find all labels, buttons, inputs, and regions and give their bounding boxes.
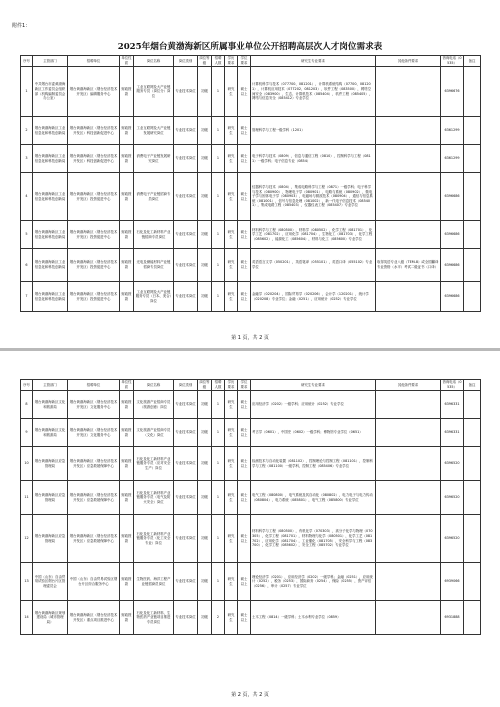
table-cell: 财政拨款: [120, 391, 134, 419]
table-cell: 财政拨款: [120, 515, 134, 563]
table-cell: 硕士以上: [238, 145, 251, 173]
table-cell: 6396520: [441, 481, 464, 515]
table-cell: 硕士以上: [238, 563, 251, 601]
table-cell: 硕士以上: [238, 447, 251, 481]
column-header: 其他条件要求: [376, 380, 441, 391]
table-row: [21, 173, 481, 221]
table-cell: 1: [212, 173, 225, 221]
column-header: 序号: [21, 56, 33, 67]
table-row: [21, 67, 481, 117]
column-header: 咨询电话（0535）: [442, 380, 462, 389]
table-cell: 1: [212, 447, 225, 481]
column-header: 招聘单位: [68, 56, 120, 67]
table-cell: 硕士以上: [238, 173, 251, 221]
table-cell: 1: [212, 221, 225, 249]
table-cell: 英语语言文学（050201），英语笔译（055101），英语口译（055102）专业学位: [251, 249, 376, 282]
table-cell: [464, 391, 481, 419]
table-cell: 烟台黄渤海新区（烟台经济技术开发区）重点项目推进中心: [68, 601, 120, 635]
table-cell: 石化及化工新材料产业链服务专员（化工安全专业）岗位: [134, 515, 174, 563]
table-cell: 专业技术岗位: [174, 563, 198, 601]
table-cell: 金融学（020204），国际贸易学（020206），会计学（120201），统计学（020208）专业学位；金融（0251），应用统计（0252）专业学位: [251, 282, 376, 312]
table-cell: 5: [21, 221, 33, 249]
table-row: [21, 221, 481, 249]
table-cell: 工业互联网及大产业链服务专员（日本、美合）岗位: [134, 282, 174, 312]
positions-table-page-2: [20, 379, 481, 635]
table-cell: 财政拨款: [120, 447, 134, 481]
column-header: 岗位等级: [199, 380, 210, 389]
table-cell: 1: [212, 481, 225, 515]
table-cell: 专业技术岗位: [174, 515, 198, 563]
document-page-2: [0, 351, 500, 707]
column-header: 招聘单位: [68, 380, 120, 391]
table-cell: 管理科学与工程一级学科（1201）: [251, 117, 376, 145]
table-row: [21, 391, 481, 419]
table-cell: [464, 173, 481, 221]
table-cell: 初级: [198, 173, 212, 221]
table-cell: 研究生: [225, 173, 238, 221]
table-cell: 财政拨款: [120, 117, 134, 145]
table-cell: 财政拨款: [120, 249, 134, 282]
table-cell: 专业技术岗位: [174, 221, 198, 249]
table-cell: 初级: [198, 391, 212, 419]
table-cell: [376, 515, 441, 563]
table-cell: 烟台黄渤海新区（烟台经济技术开发区）科技创新促进中心: [68, 117, 120, 145]
table-cell: 硕士以上: [238, 67, 251, 117]
table-cell: 硕士以上: [238, 515, 251, 563]
table-cell: 检测技术与自动化装置（081102），控制理论与控制工程（081101），控制科学与工程（081100）一级学科，控制工程（085406）专业学位: [251, 447, 376, 481]
table-cell: 1: [212, 282, 225, 312]
table-cell: 初级: [198, 419, 212, 447]
table-cell: 专业技术岗位: [174, 173, 198, 221]
column-header: 岗位名称: [134, 56, 174, 67]
table-cell: 电子科学与技术（0809），信息与通信工程（0810），控制科学与工程（0811）一级学科；电子信息专业（0854）: [251, 145, 376, 173]
table-cell: 初级: [198, 601, 212, 635]
table-row: [21, 481, 481, 515]
table-cell: 2: [212, 601, 225, 635]
table-cell: 4: [21, 173, 33, 221]
column-header: 序号: [21, 380, 33, 391]
column-header: 岗位类别: [174, 380, 198, 391]
table-cell: 财政拨款: [120, 221, 134, 249]
table-row: [21, 117, 481, 145]
table-cell: 文化旅游产业招商专员（文化）岗位: [134, 419, 174, 447]
table-cell: 专业技术岗位: [174, 249, 198, 282]
table-cell: 初级: [198, 563, 212, 601]
table-cell: [464, 563, 481, 601]
table-cell: 中国（山东）自由贸易试验区烟台片区综合服务中心: [68, 563, 120, 601]
table-cell: 烟台黄渤海新区规划建设局（城市管理局）: [33, 601, 68, 635]
column-header: 岗位类别: [174, 56, 198, 67]
column-header: 招聘人数: [212, 56, 225, 67]
column-header: 单位性质: [121, 56, 132, 65]
table-cell: 工业互联网及大产业链发展研究岗位: [134, 117, 174, 145]
table-cell: 专业技术岗位: [174, 447, 198, 481]
table-cell: 6396331: [441, 419, 464, 447]
table-cell: 6396686: [441, 173, 464, 221]
column-header: 学历要求: [225, 380, 238, 391]
table-cell: 烟台黄渤海新区应急管理局: [33, 481, 68, 515]
table-cell: 烟台黄渤海新区（烟台经济技术开发区）投资促进中心: [68, 249, 120, 282]
column-header: 主管部门: [33, 56, 68, 67]
table-cell: 硕士以上: [238, 481, 251, 515]
table-cell: [376, 481, 441, 515]
column-header: 其他条件要求: [376, 56, 441, 67]
table-cell: 6396686: [441, 221, 464, 249]
table-cell: 初级: [198, 447, 212, 481]
table-cell: 专业技术岗位: [174, 481, 198, 515]
table-row: [21, 563, 481, 601]
table-cell: 财政拨款: [120, 481, 134, 515]
table-cell: 6361299: [441, 145, 464, 173]
table-cell: 烟台黄渤海新区应急管理局: [33, 447, 68, 481]
column-header: 主管部门: [33, 380, 68, 391]
table-cell: 初级: [198, 67, 212, 117]
table-cell: 烟台黄渤海新区（烟台经济技术开发区）投资促进中心: [68, 173, 120, 221]
column-header: 岗位等级: [199, 56, 210, 65]
column-header: 研究生专业要求: [251, 380, 376, 391]
positions-table-page-1: [20, 55, 481, 312]
table-cell: 10: [21, 447, 33, 481]
column-header: 备注: [464, 380, 481, 391]
column-header: 招聘人数: [212, 380, 225, 391]
table-cell: 财政拨款: [120, 419, 134, 447]
table-cell: [464, 515, 481, 563]
table-row: [21, 419, 481, 447]
table-cell: 烟台黄渤海新区应急管理局: [33, 515, 68, 563]
table-cell: [376, 117, 441, 145]
table-cell: 硕士以上: [238, 419, 251, 447]
column-header: 单位性质: [121, 380, 132, 389]
table-cell: 1: [212, 67, 225, 117]
table-cell: 烟台黄渤海新区（烟台经济技术开发区）科技创新促进中心: [68, 145, 120, 173]
table-cell: [376, 601, 441, 635]
table-cell: [376, 447, 441, 481]
table-cell: [464, 221, 481, 249]
table-cell: 研究生: [225, 249, 238, 282]
table-cell: 取得英语专业八级（TEM-8）或全国翻译专业资格（水平）考试二级证书（口译）: [376, 249, 441, 282]
table-cell: 研究生: [225, 221, 238, 249]
table-cell: 2: [21, 117, 33, 145]
table-header-row: [21, 56, 481, 67]
table-cell: 烟台黄渤海新区（烟台经济技术开发区）文化服务中心: [68, 391, 120, 419]
table-cell: 电气工程（080800），电气系统及其自动化（080802），电力电子与电力传动（080804），电力系统（085801），电气工程（085800）专业学位: [251, 481, 376, 515]
table-cell: [464, 249, 481, 282]
table-cell: 6396331: [441, 391, 464, 419]
table-row: [21, 447, 481, 481]
table-cell: 6396520: [441, 515, 464, 563]
table-cell: 烟台黄渤海新区工业信息化和科技创新局: [33, 117, 68, 145]
table-cell: 财政拨款: [120, 282, 134, 312]
table-cell: 烟台黄渤海新区文化和旅游局: [33, 391, 68, 419]
table-cell: 7: [21, 282, 33, 312]
column-header: 学历要求: [225, 56, 238, 67]
table-cell: 财政拨款: [120, 173, 134, 221]
table-cell: [464, 67, 481, 117]
table-cell: 6361299: [441, 117, 464, 145]
table-cell: 6396686: [441, 249, 464, 282]
table-cell: 初级: [198, 145, 212, 173]
table-cell: 财政拨款: [120, 145, 134, 173]
table-cell: 烟台黄渤海新区工业信息化和科技创新局: [33, 145, 68, 173]
table-cell: 1: [212, 563, 225, 601]
table-cell: 1: [212, 515, 225, 563]
table-cell: 11: [21, 481, 33, 515]
table-cell: [464, 117, 481, 145]
column-header: 研究生专业要求: [251, 56, 376, 67]
page-footer: 第 1 页，共 2 页: [231, 335, 269, 341]
table-cell: 烟台黄渤海新区工业信息化和科技创新局: [33, 221, 68, 249]
column-header: 咨询电话（0535）: [442, 56, 462, 65]
document-title: 2025年烟台黄渤海新区所属事业单位公开招聘高层次人才岗位需求表: [117, 42, 383, 52]
table-cell: 研究生: [225, 601, 238, 635]
page-footer: 第 2 页，共 2 页: [231, 692, 269, 698]
table-cell: 1: [212, 117, 225, 145]
table-row: [21, 145, 481, 173]
table-cell: 硕士以上: [238, 249, 251, 282]
table-cell: 文化旅游产业招商专员（旅游创意）岗位: [134, 391, 174, 419]
table-cell: 专业技术岗位: [174, 145, 198, 173]
table-cell: 专业技术岗位: [174, 282, 198, 312]
table-cell: 13: [21, 563, 33, 601]
table-cell: 硕士以上: [238, 117, 251, 145]
table-cell: 6396686: [441, 282, 464, 312]
column-header: 岗位名称: [134, 380, 174, 391]
table-cell: [464, 282, 481, 312]
table-row: [21, 601, 481, 635]
table-cell: 6396676: [441, 67, 464, 117]
table-cell: 1: [212, 145, 225, 173]
table-cell: 烟台黄渤海新区工业信息化和科技创新局: [33, 282, 68, 312]
table-cell: 3: [21, 145, 33, 173]
table-cell: 消费电子产业链招商专员岗位: [134, 173, 174, 221]
table-cell: 烟台黄渤海新区文化和旅游局: [33, 419, 68, 447]
table-cell: [376, 419, 441, 447]
table-cell: 生物医药、海洋工程产业链招商员岗位: [134, 563, 174, 601]
table-row: [21, 515, 481, 563]
table-cell: 光电及储能材料产业链招商专员岗位: [134, 249, 174, 282]
table-cell: 土木工程（0814）一级学科；土木水利专业学位（0859）: [251, 601, 376, 635]
table-cell: 8: [21, 391, 33, 419]
table-cell: 考古学（0601），中国史（0602）一级学科；博物馆专业学位（0651）: [251, 419, 376, 447]
table-cell: 财政拨款: [120, 67, 134, 117]
table-cell: 研究生: [225, 391, 238, 419]
table-cell: 计算机科学与技术（077700、081201），计算机系统结构（07700、081201），计算机应用技术（077202、081203），软件工程（083500），网络空间安全（083900），生态、计算机技术（085404），软件工程（085405），网络与信息安全（085412）专业学位: [251, 67, 376, 117]
table-cell: 1: [212, 249, 225, 282]
table-cell: 1: [21, 67, 33, 117]
table-cell: [464, 447, 481, 481]
table-cell: 仪器科学与技术（0804），集成电路科学与工程（0871）一级学科；电子科学与技术（080900），物理电子学（080901），电路与系统（080902），微电子学与固体电子学（080903），电磁场与微波技术（080904），通信与信息系统（081001），信号与信息处理（081002），新一代电子信息技术（085401），集成电路工程（085403），仪器仪表工程（085407）专业学位: [251, 173, 376, 221]
table-cell: 烟台黄渤海新区（烟台经济技术开发区）应急救援保障中心: [68, 447, 120, 481]
table-cell: 烟台黄渤海新区（烟台经济技术开发区）应急救援保障中心: [68, 481, 120, 515]
table-cell: [376, 563, 441, 601]
table-cell: [376, 145, 441, 173]
table-cell: 12: [21, 515, 33, 563]
table-cell: 应用经济学（0202）一级学科；应用统计（0252）专业学位: [251, 391, 376, 419]
table-row: [21, 282, 481, 312]
table-cell: 研究生: [225, 563, 238, 601]
table-cell: 石化及化工新材料、生物医药产业链项目推进专员岗位: [134, 601, 174, 635]
table-cell: 中共烟台市委黄渤海新区工作委员会组织部（机构编制委员会办公室）: [33, 67, 68, 117]
table-cell: [464, 145, 481, 173]
table-cell: 烟台黄渤海新区（烟台经济技术开发区）文化服务中心: [68, 419, 120, 447]
document-page-1: [0, 0, 500, 348]
table-cell: 烟台黄渤海新区（烟台经济技术开发区）应急救援保障中心: [68, 515, 120, 563]
table-cell: 理论经济学（0201），应用经济学（0202）一级学科；金融（0251），应用统计（0252），税务（0253），国际商务（0254），保险（0255），资产评估（0256），审计（0257）专业学位: [251, 563, 376, 601]
table-cell: 初级: [198, 515, 212, 563]
table-cell: [376, 221, 441, 249]
table-cell: 研究生: [225, 447, 238, 481]
table-cell: 专业技术岗位: [174, 391, 198, 419]
table-cell: 财政拨款: [120, 563, 134, 601]
table-cell: 消费电子产业链发展研究岗位: [134, 145, 174, 173]
table-cell: [376, 173, 441, 221]
table-header-row: [21, 380, 481, 391]
attachment-label: 附件1：: [12, 23, 31, 29]
column-header: 学位要求: [238, 380, 251, 391]
table-cell: 材料科学与工程（080500），有机化学（070303），高分子化学与物理（070305），化学工程（081701），材料物理与化学（080501），化学工艺（081702），应用化学（081704），工业催化（081705），安全科学与工程（083700），化学工程（085602），安全工程（085702）专业学位: [251, 515, 376, 563]
table-cell: 6: [21, 249, 33, 282]
table-cell: 石化及化工新材料产业链服务专员（应对安全生产）岗位: [134, 447, 174, 481]
table-cell: 9: [21, 419, 33, 447]
table-cell: 研究生: [225, 481, 238, 515]
table-cell: 石化及化工新材料产业链招商专员岗位: [134, 221, 174, 249]
table-cell: 专业技术岗位: [174, 419, 198, 447]
table-cell: 烟台黄渤海新区工业信息化和科技创新局: [33, 173, 68, 221]
table-cell: 石化及化工新材料产业链服务专员（电气及防火安全）岗位: [134, 481, 174, 515]
table-cell: 研究生: [225, 117, 238, 145]
table-cell: [376, 282, 441, 312]
column-header: 备注: [464, 56, 481, 67]
table-cell: 硕士以上: [238, 282, 251, 312]
table-cell: 硕士以上: [238, 601, 251, 635]
table-cell: [376, 391, 441, 419]
table-cell: 初级: [198, 117, 212, 145]
table-cell: 中国（山东）自由贸易试验区烟台片区管理委员会: [33, 563, 68, 601]
table-cell: 研究生: [225, 515, 238, 563]
table-cell: 6931888: [441, 601, 464, 635]
table-cell: [464, 481, 481, 515]
table-cell: 初级: [198, 282, 212, 312]
table-cell: 烟台黄渤海新区（烟台经济技术开发区）投资促进中心: [68, 221, 120, 249]
table-cell: [464, 601, 481, 635]
table-cell: 1: [212, 419, 225, 447]
table-cell: 材料科学与工程（080500），材料学（080502），化学工程（081701），化学工艺（081702），应用化学（081704），生物化工（081703），化学工程（085602），能源化工（085604），材料与化工（085600）专业学位: [251, 221, 376, 249]
table-cell: 1: [212, 391, 225, 419]
table-cell: 研究生: [225, 282, 238, 312]
table-row: [21, 249, 481, 282]
table-cell: 14: [21, 601, 33, 635]
table-cell: 财政拨款: [120, 601, 134, 635]
table-cell: 初级: [198, 481, 212, 515]
table-cell: 初级: [198, 249, 212, 282]
table-cell: 烟台黄渤海新区（烟台经济技术开发区）编辑服务中心: [68, 67, 120, 117]
column-header: 学位要求: [238, 56, 251, 67]
table-cell: 6939066: [441, 563, 464, 601]
table-cell: 烟台黄渤海新区工业信息化和科技创新局: [33, 249, 68, 282]
table-cell: 初级: [198, 221, 212, 249]
table-cell: 专业技术岗位: [174, 117, 198, 145]
table-cell: [464, 419, 481, 447]
table-cell: 工业互联网及大产业链服务专员（岗位分）岗位: [134, 67, 174, 117]
table-cell: 烟台黄渤海新区（烟台经济技术开发区）投资促进中心: [68, 282, 120, 312]
table-cell: 研究生: [225, 419, 238, 447]
table-cell: [376, 67, 441, 117]
table-cell: 专业技术岗位: [174, 601, 198, 635]
table-cell: 6396520: [441, 447, 464, 481]
table-cell: 硕士以上: [238, 391, 251, 419]
table-cell: 硕士以上: [238, 221, 251, 249]
table-cell: 研究生: [225, 145, 238, 173]
table-cell: 研究生: [225, 67, 238, 117]
table-cell: 专业技术岗位: [174, 67, 198, 117]
